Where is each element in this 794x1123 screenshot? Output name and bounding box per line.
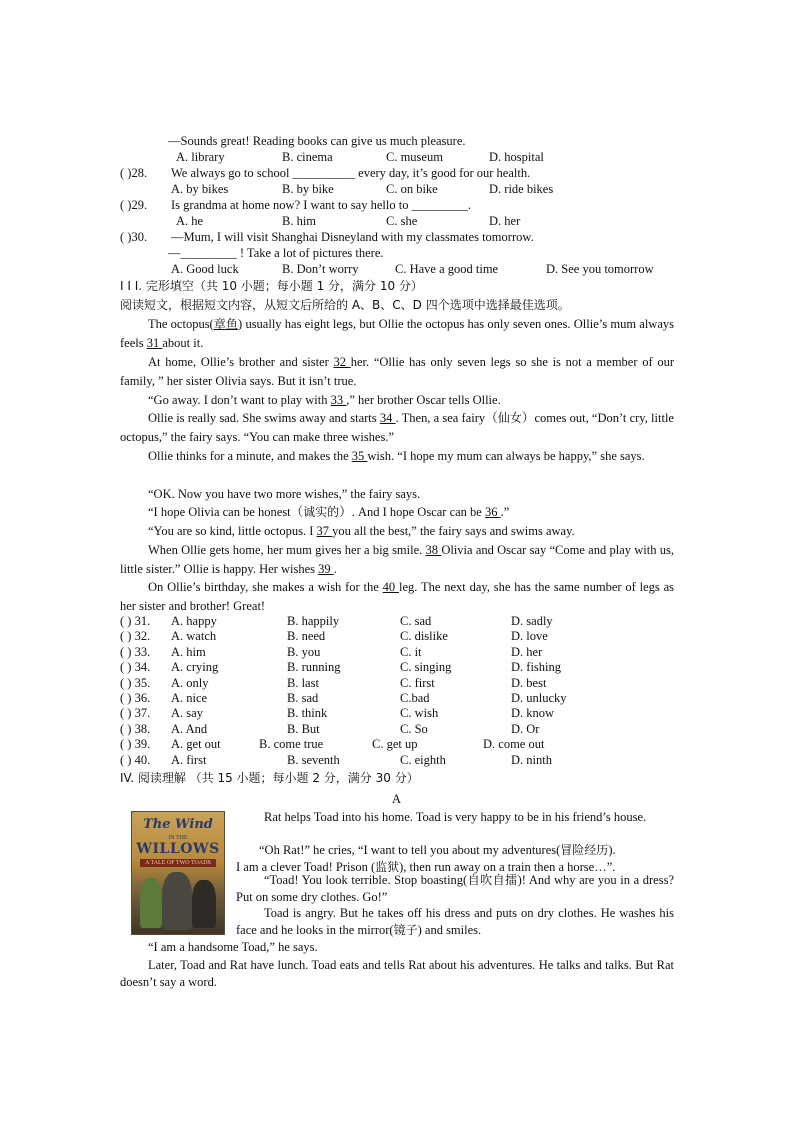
cloze-option: C. So [400,721,428,736]
q30-number: ( )30. [120,230,148,244]
book-title-line1: The Wind [143,817,213,832]
cloze-option: B. sad [287,691,319,705]
blank-38: 38 [425,543,442,557]
reading-a-p2-line1: “Oh Rat!” he cries, “I want to tell you about my adventures(冒险经历). [259,843,616,857]
cloze-option: D. ninth [511,752,552,767]
toad-figure [140,878,162,928]
cloze-option: A. happy [171,614,217,628]
q27-option-c: C. museum [386,150,443,164]
rat-figure [162,872,192,930]
cloze-option: B. last [287,675,319,690]
cloze-option: C. sad [400,614,432,628]
passage-p3: “Go away. I don’t want to play with 33 ,” her brother Oscar tells Ollie. [148,393,501,407]
cloze-option: A. him [171,644,206,659]
passage-p6: “OK. Now you have two more wishes,” the fairy says. [148,487,421,501]
cloze-option: D. know [511,706,555,721]
cloze-option: D. sadly [511,614,553,628]
q29-stem: Is grandma at home now? I want to say hello to _________. [171,198,471,212]
book-subtitle: A TALE OF TWO TOADS [140,859,216,867]
q30-option-b: B. Don’t worry [282,262,359,276]
cloze-option: D. come out [483,737,545,752]
cloze-option: A. get out [171,737,221,752]
cloze-option: C. wish [400,706,439,721]
cloze-option: D. unlucky [511,691,567,705]
reading-a-p1: Rat helps Toad into his home. Toad is very happy to be in his friend’s house. [264,810,647,824]
cloze-option: B. seventh [287,752,340,767]
q28-option-b: B. by bike [282,182,334,196]
cloze-option: C. singing [400,660,452,675]
cloze-option: B. come true [259,737,324,752]
passage-p4: Ollie is really sad. She swims away and starts 34 . Then, a sea fairy（仙女）comes out, “Don’t cry, little octopus,” the fairy says. “You can make three wishes.” [120,411,674,444]
badger-figure [192,880,216,928]
cloze-option: D. best [511,675,547,690]
q30-stem: —Mum, I will visit Shanghai Disneyland with my classmates tomorrow. [171,230,534,244]
cloze-option: A. crying [171,660,219,675]
q30-reply: —_________ ! Take a lot of pictures there. [168,246,384,260]
cloze-option: B. need [287,629,326,644]
cloze-option: A. nice [171,691,208,705]
cloze-option: B. But [287,721,320,736]
blank-40: 40 [382,580,399,594]
cloze-option: A. say [171,706,203,721]
blank-32: 32 [333,355,351,369]
cloze-option: A. only [171,675,209,690]
q27-option-a: A. library [176,150,225,164]
cloze-option: C. dislike [400,629,448,644]
reading-a-p4: Toad is angry. But he takes off his dress and puts on dry clothes. He washes his face and he looks in the mirror(镜子) and smiles. [236,906,674,937]
cloze-number: ( ) 39. [120,737,151,752]
q27-dialog: —Sounds great! Reading books can give us much pleasure. [168,134,466,148]
cloze-number: ( ) 36. [120,691,151,705]
cloze-option: D. her [511,644,543,659]
cloze-number: ( ) 35. [120,675,151,690]
cloze-option: A. And [171,721,208,736]
cloze-number: ( ) 38. [120,721,151,736]
q30-option-c: C. Have a good time [395,262,499,276]
book-title-line2: WILLOWS [136,841,220,857]
section4-title: IV. 阅读理解 （共 15 小题；每小题 2 分，满分 30 分） [120,771,419,785]
blank-36: 36 [484,505,501,519]
cloze-option: D. fishing [511,660,561,675]
reading-a-p6: Later, Toad and Rat have lunch. Toad eats and tells Rat about his adventures. He talks and talks. But Rat doesn’t say a word. [120,958,674,989]
blank-35: 35 [351,449,368,463]
q28-stem: We always go to school __________ every day, it’s good for our health. [171,166,531,180]
passage-p7: “I hope Olivia can be honest（诚实的）. And I hope Oscar can be 36 .” [148,505,510,519]
q30-option-d: D. See you tomorrow [546,262,654,276]
q28-option-a: A. by bikes [171,182,229,196]
cloze-number: ( ) 33. [120,644,151,659]
q28-option-c: C. on bike [386,182,438,196]
cloze-number: ( ) 37. [120,706,151,721]
passage-p5: Ollie thinks for a minute, and makes the 35 wish. “I hope my mum can always be happy,” she says. [148,449,645,463]
cloze-option: A. first [171,752,207,767]
reading-a-p5: “I am a handsome Toad,” he says. [148,940,318,954]
cloze-option: B. running [287,660,341,675]
cloze-number: ( ) 32. [120,629,151,644]
passage-label-a: A [392,792,402,806]
q29-option-d: D. her [489,214,521,228]
q29-number: ( )29. [120,198,148,212]
blank-31: 31 [146,335,163,350]
book-title-small: IN THE [168,835,188,841]
cloze-option: B. you [287,644,321,659]
q27-option-b: B. cinema [282,150,333,164]
section3-instruction: 阅读短文，根据短文内容，从短文后所给的 A、B、C、D 四个选项中选择最佳选项。 [120,298,570,312]
cloze-option: A. watch [171,629,217,644]
cloze-option: C. get up [372,737,418,752]
q29-option-c: C. she [386,214,418,228]
q29-option-a: A. he [176,214,204,228]
blank-37: 37 [316,524,333,538]
section3-title: I I I. 完形填空（共 10 小题；每小题 1 分，满分 10 分） [120,279,423,293]
passage-p8: “You are so kind, little octopus. I 37 you all the best,” the fairy says and swims away. [148,524,575,538]
cloze-option: D. Or [511,721,540,736]
blank-39: 39 [318,561,334,576]
q29-option-b: B. him [282,214,317,228]
q30-option-a: A. Good luck [171,262,239,276]
reading-a-p3: “Toad! You look terrible. Stop boasting(自吹自擂)! And why are you in a dress? Put on some dry clothes. Go!” [236,873,674,904]
cloze-number: ( ) 31. [120,614,151,628]
reading-a-p2-line2: I am a clever Toad! Prison (监狱), then run away on a train then a horse…”. [236,860,616,874]
passage-p10: On Ollie’s birthday, she makes a wish for the 40 leg. The next day, she has the same number of legs as her sister and brother! Great! [120,580,674,613]
cloze-option: D. love [511,629,548,644]
book-cover-image [131,811,225,935]
cloze-option: C. eighth [400,752,446,767]
cloze-option: C. it [400,644,422,659]
cloze-option: C. first [400,675,435,690]
passage-p1: The octopus(章鱼) usually has eight legs, but Ollie the octopus has only seven ones. Ollie’s mum always feels 31 about it. [120,317,674,350]
blank-34: 34 [379,411,396,425]
cloze-option: B. happily [287,614,340,628]
cloze-option: B. think [287,706,328,721]
cloze-option: C.bad [400,691,430,705]
q28-number: ( )28. [120,166,148,180]
q28-option-d: D. ride bikes [489,182,554,196]
passage-p9: When Ollie gets home, her mum gives her a big smile. 38 Olivia and Oscar say “Come and play with us, little sister.” Ollie is happy. Her wishes 39 . [120,543,675,576]
blank-33: 33 [330,393,347,407]
q27-option-d: D. hospital [489,150,544,164]
cloze-number: ( ) 34. [120,660,151,675]
passage-p2: At home, Ollie’s brother and sister 32 her. “Ollie has only seven legs so she is not a member of our family, ” her sister Olivia says. But it isn’t true. [120,355,674,388]
cloze-number: ( ) 40. [120,752,151,767]
